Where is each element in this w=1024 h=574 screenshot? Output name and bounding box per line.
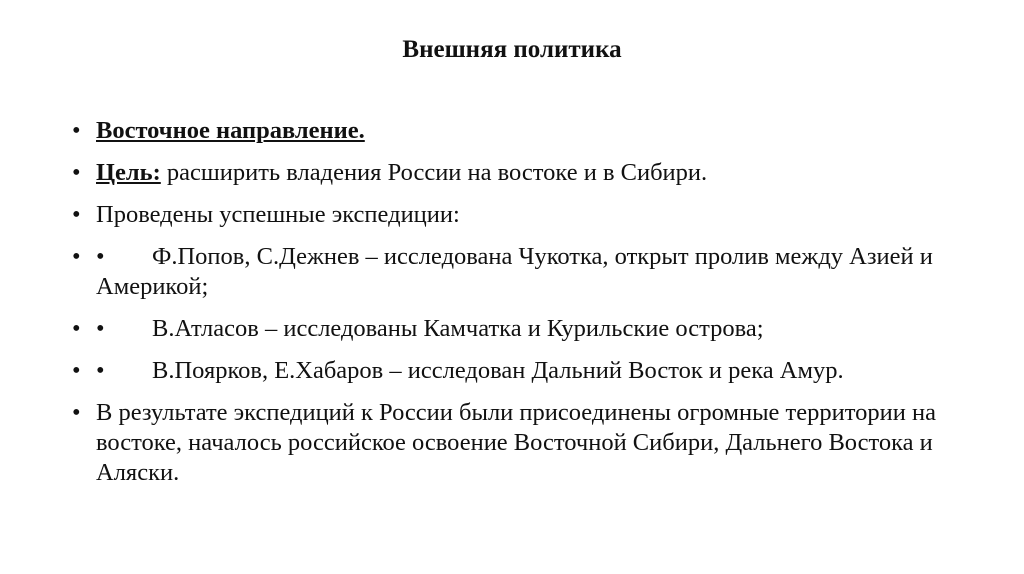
poyarkov-text: В.Поярков, Е.Хабаров – исследован Дальний Восток и река Амур.	[152, 357, 844, 384]
bullet-item-direction	[72, 116, 972, 146]
bullet-icon: •	[72, 201, 81, 228]
bullet-icon: •	[72, 315, 81, 342]
goal-label: Цель:	[96, 159, 161, 186]
sub-bullet-icon: •	[96, 315, 105, 342]
sub-bullet-icon: •	[96, 243, 105, 270]
atlasov-text: В.Атласов – исследованы Камчатка и Курильские острова;	[152, 315, 764, 342]
bullet-icon: •	[72, 243, 81, 270]
bullet-item-popov	[72, 242, 972, 302]
bullet-item-expeditions	[72, 200, 972, 230]
bullet-list	[72, 116, 972, 500]
bullet-icon: •	[72, 117, 81, 144]
goal-text: расширить владения России на востоке и в Сибири.	[160, 159, 708, 186]
bullet-icon: •	[72, 159, 81, 186]
bullet-item-goal	[72, 158, 972, 188]
bullet-item-poyarkov	[72, 356, 972, 386]
slide-title: Внешняя политика	[402, 36, 622, 63]
sub-bullet-icon: •	[96, 357, 105, 384]
bullet-icon: •	[72, 357, 81, 384]
result-text: В результате экспедиций к России были присоединены огромные территории на востоке, началось российское освоение Восточной Сибири, Дальнего Востока и Аляски.	[96, 399, 936, 486]
bullet-item-result	[72, 398, 972, 488]
bullet-item-atlasov	[72, 314, 972, 344]
bullet-icon: •	[72, 399, 81, 426]
popov-text: Ф.Попов, С.Дежнев – исследована Чукотка, открыт пролив между Азией и Америкой;	[96, 243, 933, 300]
expeditions-text: Проведены успешные экспедиции:	[96, 201, 460, 228]
direction-heading: Восточное направление.	[96, 117, 365, 144]
